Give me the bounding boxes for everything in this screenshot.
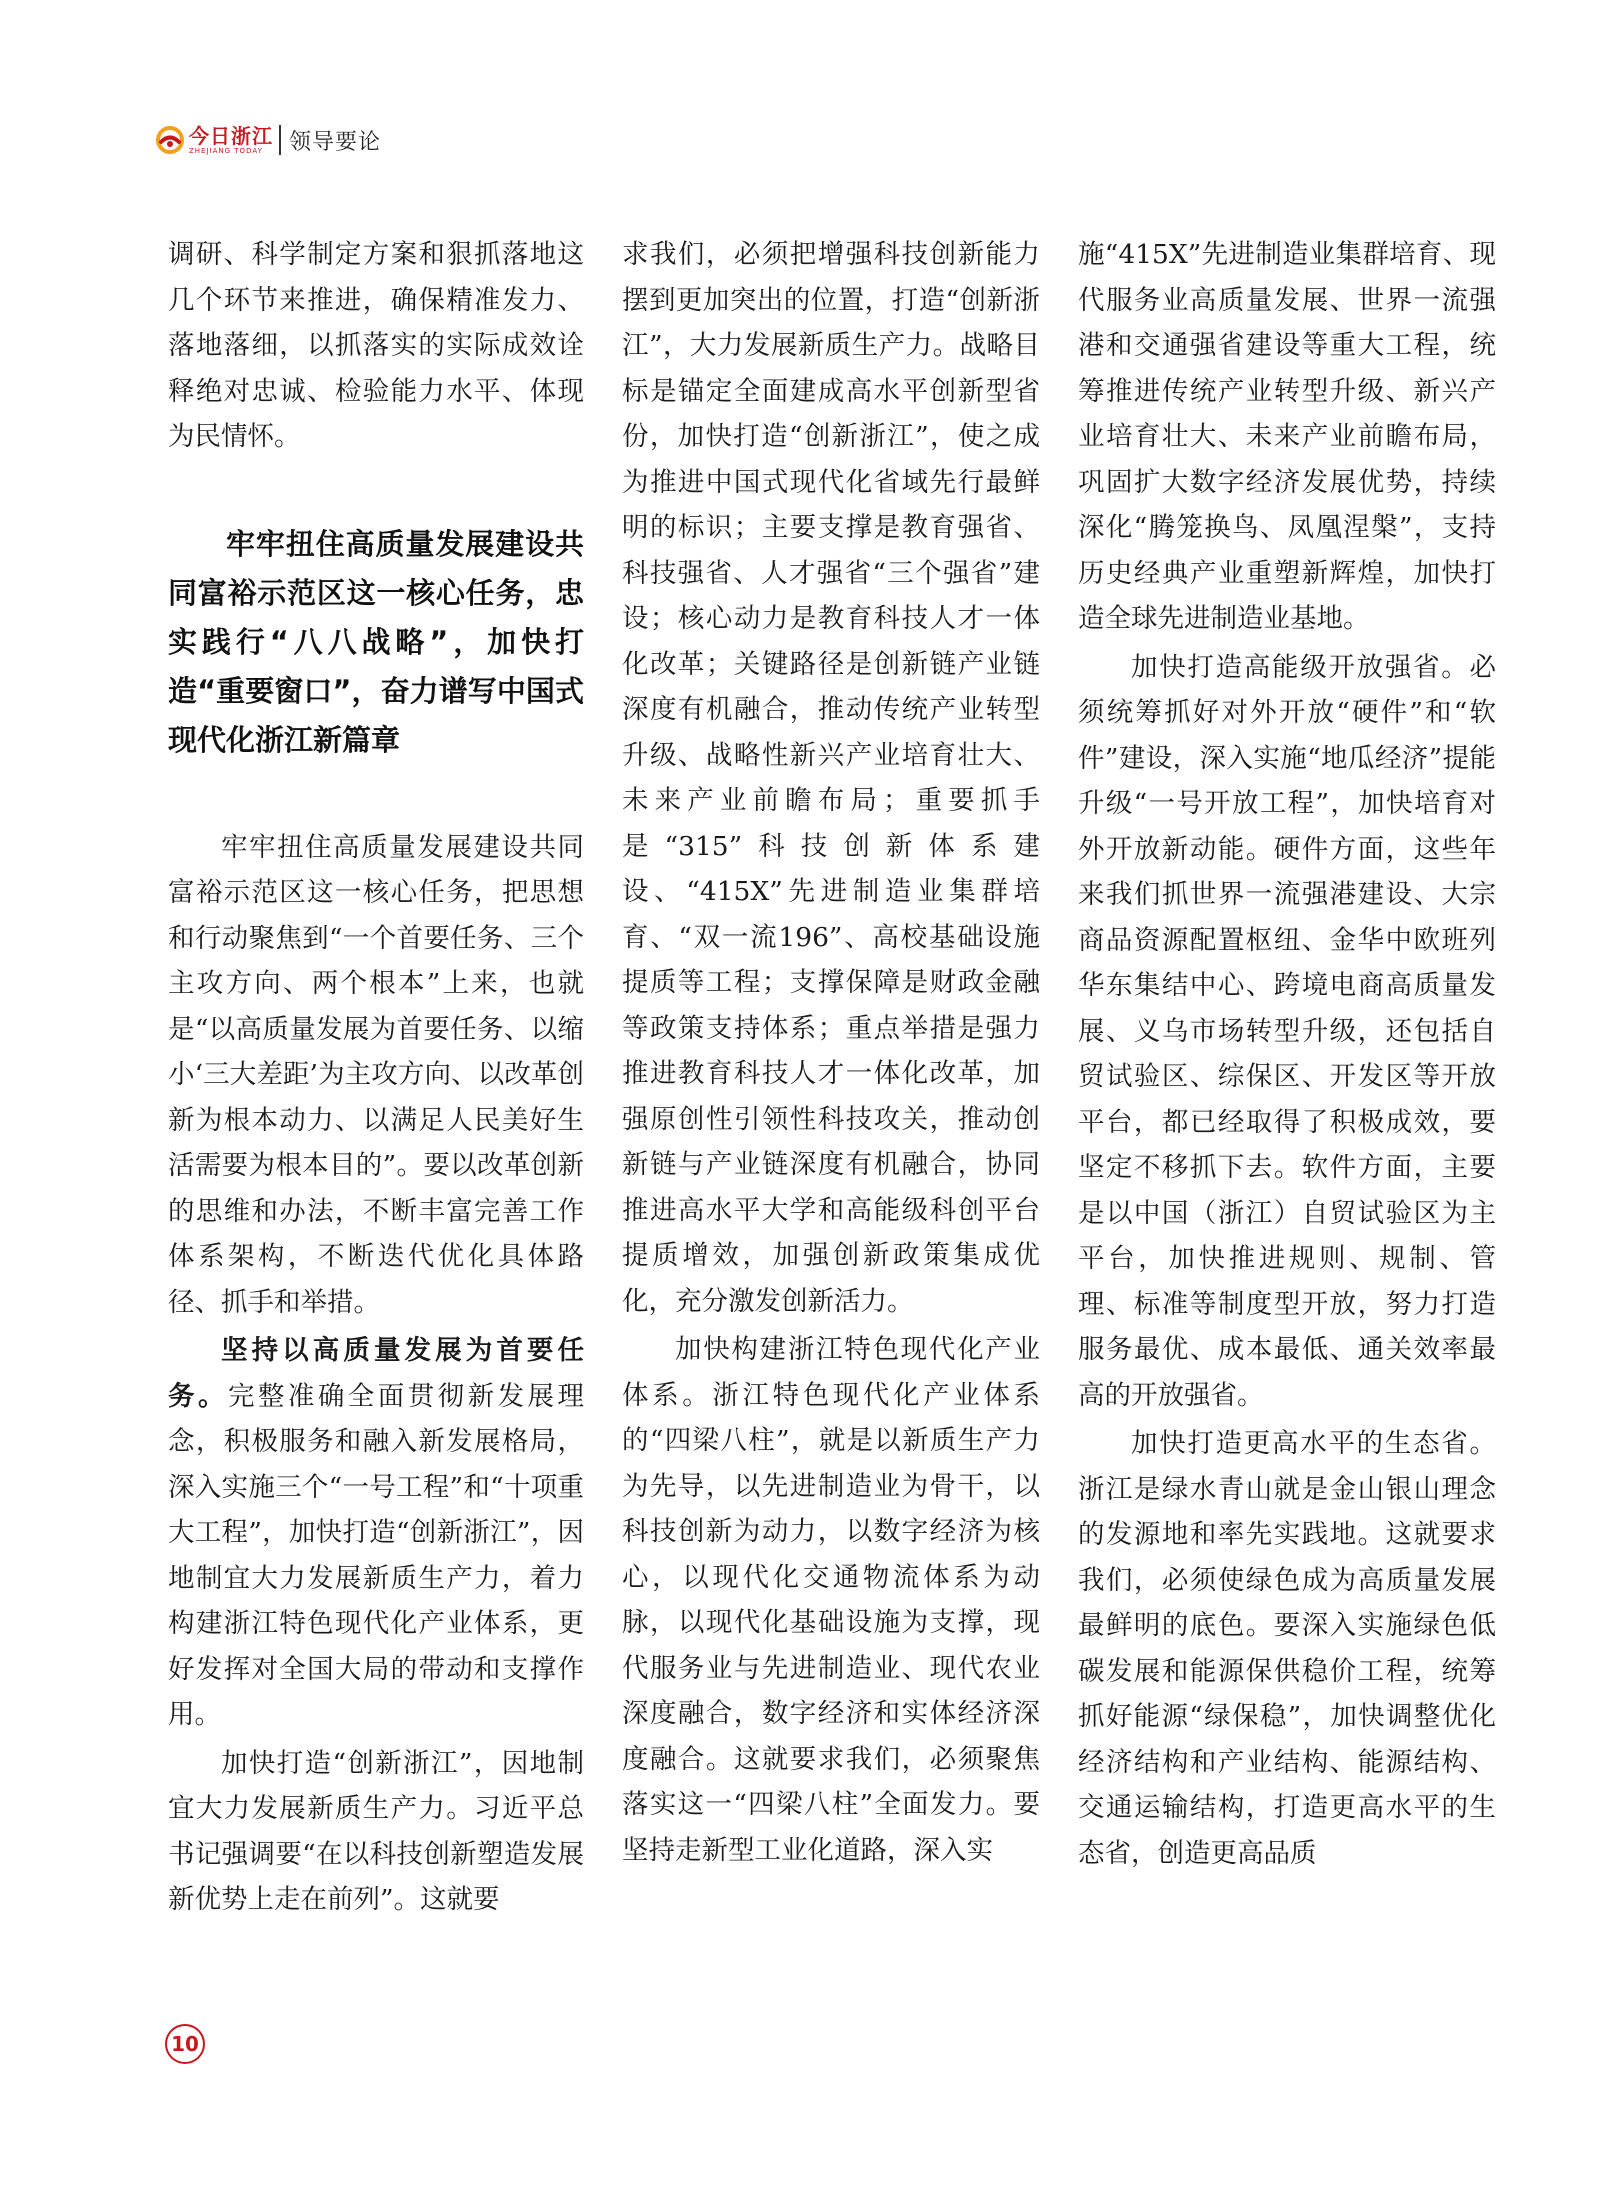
paragraph: 加快构建浙江特色现代化产业体系。浙江特色现代化产业体系的“四梁八柱”，就是以新质生产力为先导，以先进制造业为骨干，以科技创新为动力，以数字经济为核心，以现代化交通物流体系为动脉，以现代化基础设施为支撑，现代服务业与先进制造业、现代农业深度融合，数字经济和实体经济深度融合。这就要求我们，必须聚焦落实这一“四梁八柱”全面发力。要坚持走新型工业化道路，深入实 — [622, 1334, 1040, 1866]
paragraph: 加快打造高能级开放强省。必须统筹抓好对外开放“硬件”和“软件”建设，深入实施“地瓜经济”提能升级“一号开放工程”，加快培育对外开放新动能。硬件方面，这些年来我们抓世界一流强港建设、大宗商品资源配置枢纽、金华中欧班列华东集结中心、跨境电商高质量发展、义乌市场转型升级，还包括自贸试验区、综保区、开发区等开放平台，都已经取得了积极成效，要坚定不移抓下去。软件方面，主要是以中国（浙江）自贸试验区为主平台，加快推进规则、规制、管理、标准等制度型开放，努力打造服务最优、成本最低、通关效率最高的开放强省。 — [1078, 651, 1496, 1411]
paragraph: 施“415X”先进制造业集群培育、现代服务业高质量发展、世界一流强港和交通强省建设等重大工程，统筹推进传统产业转型升级、新兴产业培育壮大、未来产业前瞻布局，巩固扩大数字经济发展优势，持续深化“腾笼换鸟、凤凰涅槃”，支持历史经典产业重塑新辉煌，加快打造全球先进制造业基地。 — [1078, 239, 1496, 634]
zhejiang-today-logo — [155, 125, 273, 155]
text-column-3 — [1078, 232, 1496, 1876]
sun-swirl-icon — [155, 125, 185, 155]
paragraph: 加快打造更高水平的生态省。浙江是绿水青山就是金山银山理念的发源地和率先实践地。这就要求我们，必须使绿色成为高质量发展最鲜明的底色。要深入实施绿色低碳发展和能源保供稳价工程，统筹抓好能源“绿保稳”，加快调整优化经济结构和产业结构、能源结构、交通运输结构，打造更高水平的生态省，创造更高品质 — [1078, 1428, 1496, 1869]
paragraph — [168, 1328, 584, 1738]
text-column-1 — [168, 232, 584, 1923]
logo-chinese-text: 今日浙江 — [189, 123, 273, 148]
section-heading: 牢牢扭住高质量发展建设共同富裕示范区这一核心任务，忠实践行“八八战略”，加快打造“重要窗口”，奋力谱写中国式现代化浙江新篇章 — [168, 526, 584, 757]
paragraph: 调研、科学制定方案和狠抓落地这几个环节来推进，确保精准发力、落地落细，以抓落实的实际成效诠释绝对忠诚、检验能力水平、体现为民情怀。 — [168, 239, 584, 452]
paragraph: 求我们，必须把增强科技创新能力摆到更加突出的位置，打造“创新浙江”，大力发展新质生产力。战略目标是锚定全面建成高水平创新型省份，加快打造“创新浙江”，使之成为推进中国式现代化省域先行最鲜明的标识；主要支撑是教育强省、科技强省、人才强省“三个强省”建设；核心动力是教育科技人才一体化改革；关键路径是创新链产业链深度有机融合，推动传统产业转型升级、战略性新兴产业培育壮大、未来产业前瞻布局；重要抓手是“315”科技创新体系建设、“415X”先进制造业集群培育、“双一流196”、高校基础设施提质等工程；支撑保障是财政金融等政策支持体系；重点举措是强力推进教育科技人才一体化改革，加强原创性引领性科技攻关，推动创新链与产业链深度有机融合，协同推进高水平大学和高能级科创平台提质增效，加强创新政策集成优化，充分激发创新活力。 — [622, 239, 1040, 1317]
page-number: 10 — [165, 2024, 205, 2064]
paragraph: 牢牢扭住高质量发展建设共同富裕示范区这一核心任务，把思想和行动聚焦到“一个首要任务、三个主攻方向、两个根本”上来，也就是“以高质量发展为首要任务、以缩小‘三大差距’为主攻方向、以改革创新为根本动力、以满足人民美好生活需要为根本目的”。要以改革创新的思维和办法，不断丰富完善工作体系架构，不断迭代优化具体路径、抓手和举措。 — [168, 831, 584, 1318]
paragraph-body: 完整准确全面贯彻新发展理念，积极服务和融入新发展格局，深入实施三个“一号工程”和“十项重大工程”，加快打造“创新浙江”，因地制宜大力发展新质生产力，着力构建浙江特色现代化产业体系，更好发挥对全国大局的带动和支撑作用。 — [168, 1380, 585, 1730]
text-column-2 — [622, 232, 1040, 1873]
logo-english-text: ZHEJIANG TODAY — [189, 146, 263, 155]
page-header — [155, 118, 381, 162]
section-label: 领导要论 — [289, 129, 382, 155]
paragraph-lead: 坚持以高质量发展为首要任务。 — [168, 1335, 584, 1412]
paragraph: 加快打造“创新浙江”，因地制宜大力发展新质生产力。习近平总书记强调要“在以科技创新塑造发展新优势上走在前列”。这就要 — [168, 1747, 584, 1915]
header-divider — [279, 125, 281, 155]
